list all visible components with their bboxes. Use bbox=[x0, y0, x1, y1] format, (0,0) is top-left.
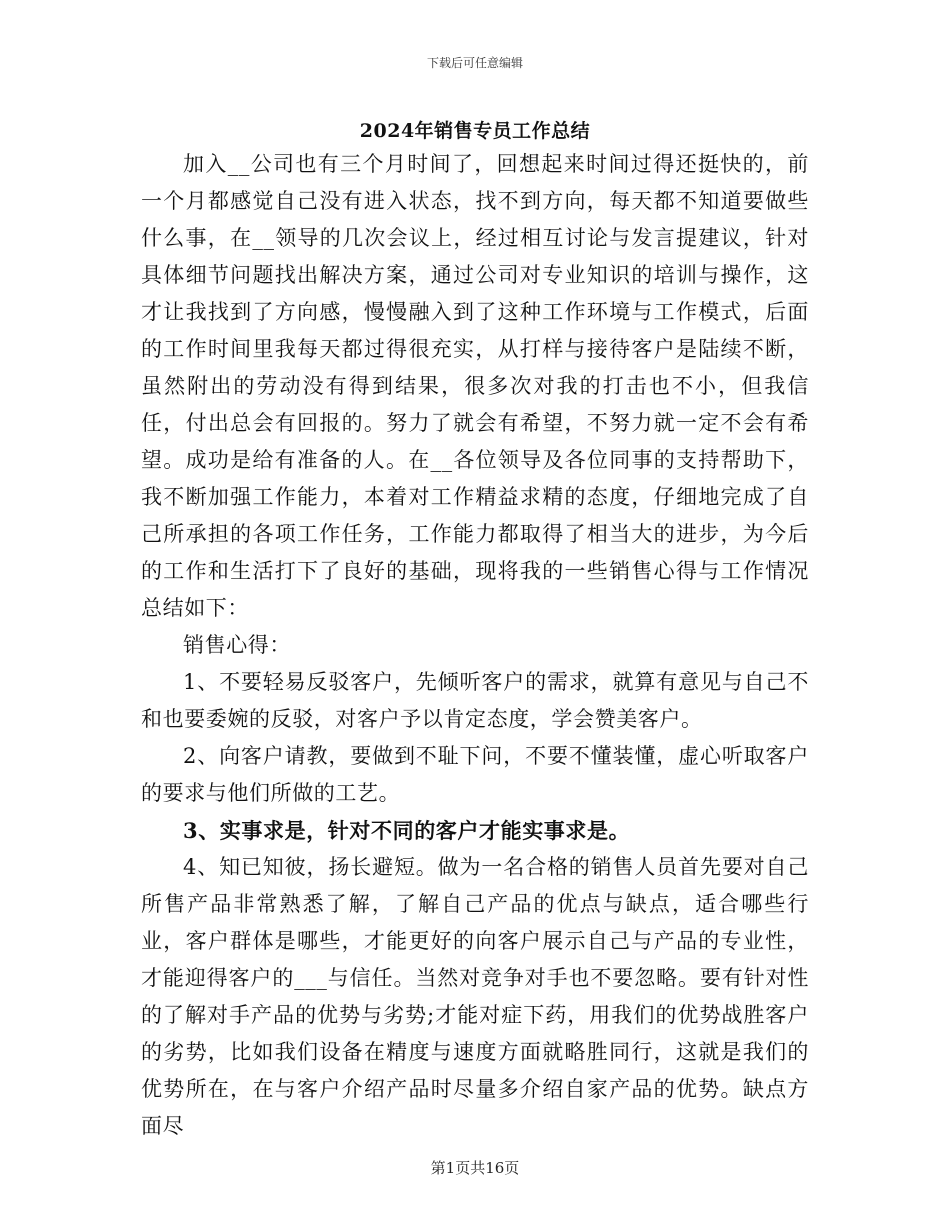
header-note: 下载后可任意编辑 bbox=[426, 56, 523, 70]
paragraph-tip-2: 2、向客户请教，要做到不耻下问，不要不懂装懂，虚心听取客户的要求与他们所做的工艺。 bbox=[141, 744, 809, 805]
paragraph-intro: 加入__公司也有三个月时间了，回想起来时间过得还挺快的，前一个月都感觉自己没有进入状态，找不到方向，每天都不知道要做些什么事，在__领导的几次会议上，经过相互讨论与发言提建议，针对具体细节问题找出解决方案，通过公司对专业知识的培训与操作，这才让我找到了方向感，慢慢融入到了这种工作环境与工作模式，后面的工作时间里我每天都过得很充实，从打样与接待客户是陆续不断，虽然附出的劳动没有得到结果，很多次对我的打击也不小，但我信任，付出总会有回报的。努力了就会有希望，不努力就一定不会有希望。成功是给有准备的人。在__各位领导及各位同事的支持帮助下，我不断加强工作能力，本着对工作精益求精的态度，仔细地完成了自己所承担的各项工作任务，工作能力都取得了相当大的进步，为今后的工作和生活打下了良好的基础，现将我的一些销售心得与工作情况总结如下： bbox=[141, 152, 809, 620]
document-body bbox=[141, 146, 809, 1145]
page-footer: 第1页共16页 bbox=[430, 1159, 520, 1177]
paragraph-section-heading: 销售心得： bbox=[183, 633, 291, 657]
paragraph-tip-3: 3、实事求是，针对不同的客户才能实事求是。 bbox=[183, 818, 631, 843]
paragraph-tip-1: 1、不要轻易反驳客户，先倾听客户的需求，就算有意见与自己不和也要委婉的反驳，对客户予以肯定态度，学会赞美客户。 bbox=[141, 670, 809, 731]
document-title: 2024年销售专员工作总结 bbox=[359, 120, 591, 142]
paragraph-tip-4: 4、知已知彼，扬长避短。做为一名合格的销售人员首先要对自己所售产品非常熟悉了解，了解自己产品的优点与缺点，适合哪些行业，客户群体是哪些，才能更好的向客户展示自己与产品的专业性，才能迎得客户的___与信任。当然对竞争对手也不要忽略。要有针对性的了解对手产品的优势与劣势;才能对症下药，用我们的优势战胜客户的劣势，比如我们设备在精度与速度方面就略胜同行，这就是我们的优势所在，在与客户介绍产品时尽量多介绍自家产品的优势。缺点方面尽 bbox=[141, 855, 809, 1138]
